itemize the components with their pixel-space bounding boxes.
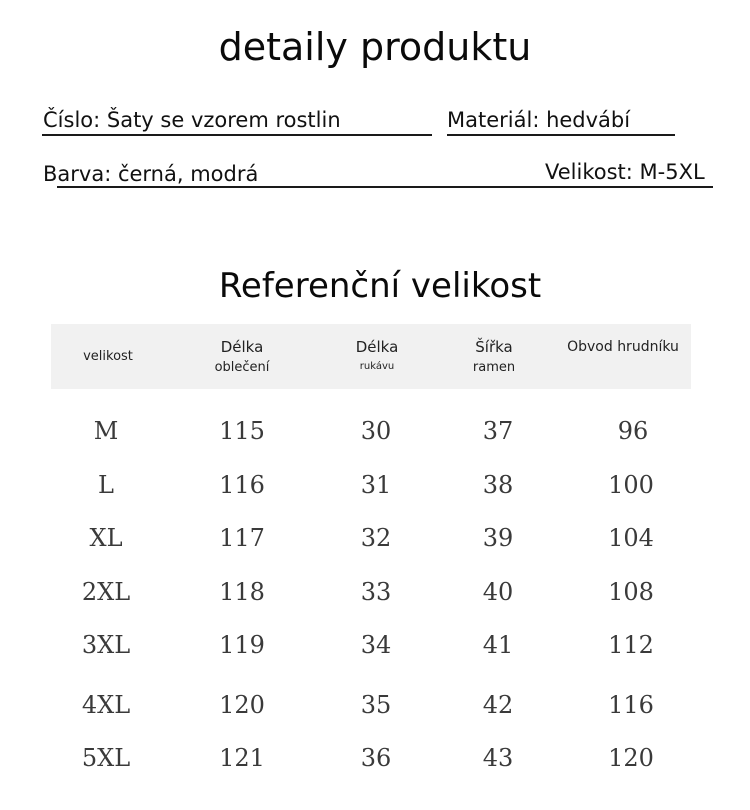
cell-sleeve-length: 33 [360, 578, 392, 606]
size-chart-title: Referenční velikost [218, 266, 542, 306]
table-row [0, 685, 750, 725]
table-row [0, 518, 750, 558]
cell-chest: 108 [608, 578, 654, 606]
underline [57, 186, 713, 188]
header-shoulder-width: Šířka ramen [472, 338, 516, 375]
cell-garment-length: 117 [219, 524, 265, 552]
cell-size: L [98, 471, 114, 499]
cell-chest: 100 [608, 471, 654, 499]
cell-shoulder-width: 38 [482, 471, 514, 499]
cell-garment-length: 118 [219, 578, 265, 606]
cell-shoulder-width: 43 [482, 744, 514, 772]
cell-shoulder-width: 37 [482, 417, 514, 445]
cell-sleeve-length: 36 [360, 744, 392, 772]
underline [42, 134, 432, 136]
table-row [0, 572, 750, 612]
cell-shoulder-width: 39 [482, 524, 514, 552]
cell-chest: 112 [608, 631, 654, 659]
cell-size: 3XL [81, 631, 131, 659]
cell-chest: 104 [608, 524, 654, 552]
cell-garment-length: 115 [219, 417, 265, 445]
product-size-range: Velikost: M-5XL [545, 160, 705, 184]
header-chest: Obvod hrudníku [567, 339, 679, 355]
cell-chest: 116 [608, 691, 654, 719]
cell-chest: 120 [608, 744, 654, 772]
header-garment-length: Délka oblečení [214, 338, 270, 375]
header-size: velikost [83, 349, 133, 364]
underline [447, 134, 675, 136]
cell-shoulder-width: 42 [482, 691, 514, 719]
cell-size: 5XL [81, 744, 131, 772]
cell-chest: 96 [617, 417, 649, 445]
cell-shoulder-width: 40 [482, 578, 514, 606]
header-sleeve-length: Délka rukávu [355, 338, 399, 372]
page-title: detaily produktu [218, 25, 532, 69]
table-row [0, 738, 750, 778]
cell-sleeve-length: 31 [360, 471, 392, 499]
table-row [0, 465, 750, 505]
cell-size: 2XL [81, 578, 131, 606]
cell-sleeve-length: 30 [360, 417, 392, 445]
table-row [0, 411, 750, 451]
cell-shoulder-width: 41 [482, 631, 514, 659]
product-material: Materiál: hedvábí [447, 108, 631, 132]
cell-size: M [93, 417, 119, 445]
product-number: Číslo: Šaty se vzorem rostlin [43, 108, 341, 132]
cell-sleeve-length: 35 [360, 691, 392, 719]
cell-size: XL [89, 524, 123, 552]
table-row [0, 625, 750, 665]
product-color: Barva: černá, modrá [43, 162, 259, 186]
cell-garment-length: 121 [219, 744, 265, 772]
cell-garment-length: 116 [219, 471, 265, 499]
cell-garment-length: 120 [219, 691, 265, 719]
cell-garment-length: 119 [219, 631, 265, 659]
cell-size: 4XL [81, 691, 131, 719]
cell-sleeve-length: 34 [360, 631, 392, 659]
cell-sleeve-length: 32 [360, 524, 392, 552]
